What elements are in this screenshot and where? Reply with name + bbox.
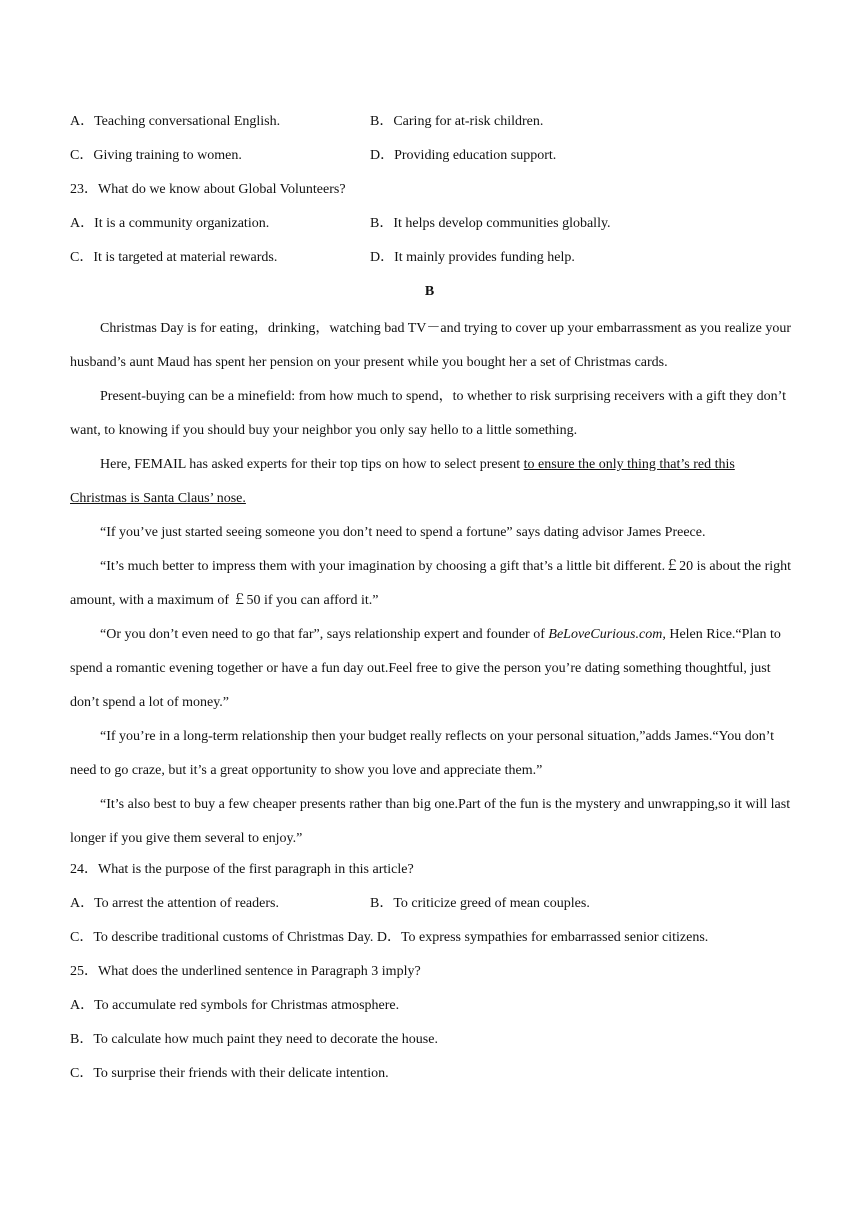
q22-option-d: D．Providing education support. bbox=[370, 148, 557, 163]
q23-option-a: A．It is a community organization. bbox=[70, 216, 270, 231]
website-name: BeLoveCurious.com, bbox=[548, 627, 666, 642]
q23-option-b: B．It helps develop communities globally. bbox=[370, 216, 611, 231]
q25-option-a: A．To accumulate red symbols for Christmas atmosphere. bbox=[70, 998, 400, 1013]
q25-option-c: C．To surprise their friends with their delicate intention. bbox=[70, 1066, 389, 1081]
passage-paragraph-3 bbox=[70, 448, 795, 516]
paragraph-6-text-end: Helen Rice.“Plan to spend a romantic evening together or have a fun day out.Feel free to give the person you’re dating something thoughtful, just don’t spend a lot of money.” bbox=[70, 627, 781, 710]
q23-question: 23．What do we know about Global Volunteers? bbox=[70, 182, 346, 197]
passage-paragraph-2: Present-buying can be a minefield: from how much to spend，to whether to risk surprising receivers with a gift they don’t want, to knowing if you should buy your neighbor you only say hello to a little something. bbox=[70, 389, 786, 438]
q22-options-row-1 bbox=[70, 108, 795, 142]
q22-option-a: A．Teaching conversational English. bbox=[70, 114, 281, 129]
q22-option-c: C．Giving training to women. bbox=[70, 148, 242, 163]
passage-paragraph-6 bbox=[70, 618, 795, 720]
q24-options-row-1 bbox=[70, 890, 795, 924]
q23-option-c: C．It is targeted at material rewards. bbox=[70, 250, 278, 265]
exam-page bbox=[70, 108, 795, 1094]
q22-options-row-2 bbox=[70, 142, 795, 176]
q22-option-b: B．Caring for at-risk children. bbox=[370, 114, 544, 129]
underlined-sentence: to ensure the only thing that’s red this Christmas is Santa Claus’ nose. bbox=[70, 457, 735, 506]
passage-paragraph-8: “It’s also best to buy a few cheaper presents rather than big one.Part of the fun is the mystery and unwrapping,so it will last longer if you give them several to enjoy.” bbox=[70, 797, 791, 846]
passage-paragraph-7: “If you’re in a long-term relationship then your budget really reflects on your personal situation,”adds James.“You don’t need to go craze, but it’s a great opportunity to show you love and appreciate them.” bbox=[70, 729, 775, 778]
passage-paragraph-4: “If you’ve just started seeing someone you don’t need to spend a fortune” says dating advisor James Preece. bbox=[100, 525, 706, 540]
passage-paragraph-1: Christmas Day is for eating，drinking，watching bad TV－and trying to cover up your embarrassment as you realize your husband’s aunt Maud has spent her pension on your present while you bought her a set of Christmas cards. bbox=[70, 321, 792, 370]
q25-question: 25．What does the underlined sentence in Paragraph 3 imply? bbox=[70, 964, 421, 979]
paragraph-6-text-start: “Or you don’t even need to go that far”, says relationship expert and founder of bbox=[100, 627, 549, 642]
q24-question: 24．What is the purpose of the first paragraph in this article? bbox=[70, 862, 414, 877]
q24-option-b: B．To criticize greed of mean couples. bbox=[370, 896, 590, 911]
q25-option-b: B．To calculate how much paint they need to decorate the house. bbox=[70, 1032, 438, 1047]
q23-options-row-2 bbox=[70, 244, 795, 278]
q24-options-row-2: C．To describe traditional customs of Christmas Day. D．To express sympathies for embarrassed senior citizens. bbox=[70, 930, 709, 945]
q23-option-d: D．It mainly provides funding help. bbox=[370, 250, 575, 265]
q24-option-a: A．To arrest the attention of readers. bbox=[70, 896, 279, 911]
passage-paragraph-5: “It’s much better to impress them with your imagination by choosing a gift that’s a little bit different.￡20 is about the right amount, with a maximum of ￡50 if you can afford it.” bbox=[70, 559, 792, 608]
q23-options-row-1 bbox=[70, 210, 795, 244]
paragraph-3-text: Here, FEMAIL has asked experts for their top tips on how to select present bbox=[100, 457, 524, 472]
section-title: B bbox=[424, 284, 435, 299]
